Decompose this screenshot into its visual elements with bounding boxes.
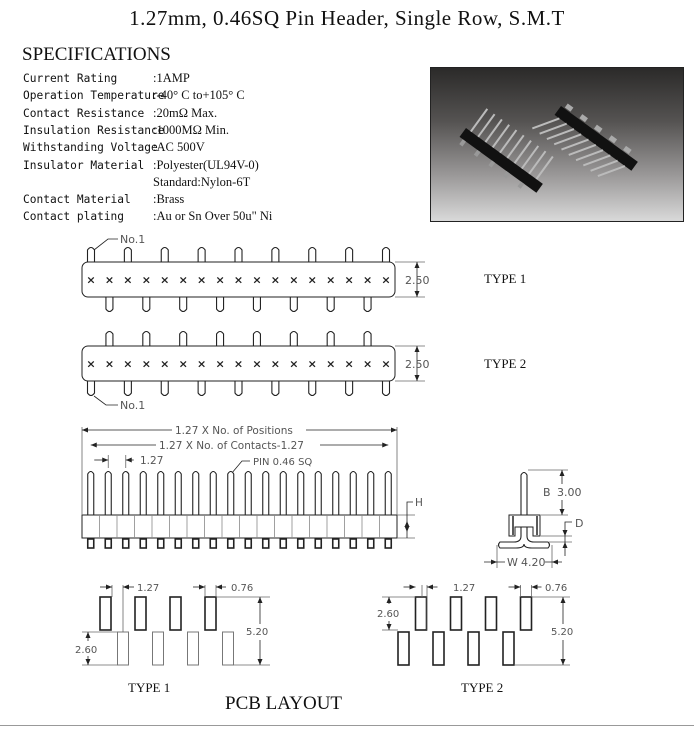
pcb2-pitch-dim: 1.27 xyxy=(453,583,476,594)
spec-label: Current Rating xyxy=(23,72,118,85)
pin-tail-top xyxy=(346,248,353,263)
contact-mark: × xyxy=(178,357,188,371)
dimension-arrow xyxy=(560,509,565,515)
pcb-pad xyxy=(416,597,427,630)
dimension-arrow xyxy=(382,443,388,448)
smt-foot xyxy=(280,539,286,548)
pin-tail-bottom xyxy=(180,297,187,312)
contact-mark: × xyxy=(141,273,151,287)
smt-foot xyxy=(175,539,181,548)
pin xyxy=(158,472,164,516)
contact-mark: × xyxy=(362,273,373,287)
pin-tail-top xyxy=(235,248,242,263)
dimension-arrow xyxy=(216,585,222,590)
spec-label: Contact Resistance xyxy=(23,106,145,120)
pcb-pad xyxy=(521,597,532,630)
dimension-arrow xyxy=(563,542,568,548)
pin-tail-bottom xyxy=(143,297,150,312)
pcb-pad xyxy=(223,632,234,665)
contact-mark: × xyxy=(178,273,188,287)
dimension-arrow xyxy=(415,291,420,297)
pin xyxy=(280,472,286,516)
contact-mark: × xyxy=(270,357,280,371)
pin-leader xyxy=(233,461,250,472)
b-label: B xyxy=(543,486,551,499)
pcb-pad xyxy=(188,632,199,665)
pin-tail-top xyxy=(198,248,205,263)
d-leader xyxy=(565,522,572,526)
contact-mark: × xyxy=(270,273,280,287)
contacts-length-dim: 1.27 X No. of Contacts-1.27 xyxy=(159,440,304,452)
pcb-pad xyxy=(486,597,497,630)
spec-value: :1AMP xyxy=(153,71,190,85)
pin-tail-top xyxy=(290,332,297,347)
contact-mark: × xyxy=(104,273,115,287)
pcb1-offset-dim: 2.60 xyxy=(75,645,98,656)
contact-mark: × xyxy=(197,357,207,371)
pin-tail-bottom xyxy=(346,381,353,396)
w-dim: 4.20 xyxy=(521,556,546,569)
smt-foot xyxy=(385,539,391,548)
dimension-arrow xyxy=(560,470,565,476)
pin-tail-bottom xyxy=(364,297,371,312)
contact-mark: × xyxy=(381,273,391,287)
pin-tail-top xyxy=(272,248,279,263)
pin-size-label: PIN 0.46 SQ xyxy=(253,457,313,468)
type1-pin1-label: No.1 xyxy=(120,233,146,246)
dimension-arrow xyxy=(91,443,97,448)
spec-value: Standard:Nylon-6T xyxy=(153,174,251,189)
pin xyxy=(175,472,181,516)
w-label: W xyxy=(507,556,518,569)
dimension-arrow xyxy=(123,585,129,590)
page-title: 1.27mm, 0.46SQ Pin Header, Single Row, S.M.T xyxy=(129,6,565,30)
contact-mark: × xyxy=(289,273,299,287)
pcb1-pitch-dim: 1.27 xyxy=(137,583,160,594)
type1-label: TYPE 1 xyxy=(484,271,527,286)
type1-height-dim: 2.50 xyxy=(405,274,430,287)
contact-mark: × xyxy=(233,273,244,287)
dimension-arrow xyxy=(427,585,433,590)
pcb-pad xyxy=(433,632,444,665)
pin-tail-top xyxy=(364,332,371,347)
contact-mark: × xyxy=(344,273,354,287)
spec-label: Contact plating xyxy=(23,210,125,224)
dimension-arrow xyxy=(405,526,410,532)
contact-mark: × xyxy=(233,357,244,371)
contact-mark: × xyxy=(289,357,299,371)
spec-value: :Brass xyxy=(153,192,185,207)
pcb-pad xyxy=(451,597,462,630)
contact-mark: × xyxy=(141,357,151,371)
pcb1-pad-width-dim: 0.76 xyxy=(231,583,254,594)
contact-mark: × xyxy=(86,273,96,287)
pin-tail-bottom xyxy=(198,381,205,396)
smt-foot xyxy=(228,539,234,548)
pin-tail-top xyxy=(327,332,334,347)
pin-tail-bottom xyxy=(309,381,316,396)
contact-mark: × xyxy=(123,357,133,371)
pin xyxy=(315,472,321,516)
contact-mark: × xyxy=(307,357,317,371)
pcb1-total-dim: 5.20 xyxy=(246,627,269,638)
pin xyxy=(298,472,304,516)
dimension-arrow xyxy=(82,428,88,433)
pcb-pad xyxy=(153,632,164,665)
pcb-pad xyxy=(118,632,129,665)
contact-mark: × xyxy=(215,273,225,287)
dimension-arrow xyxy=(532,585,538,590)
pin xyxy=(123,472,129,516)
contact-mark: × xyxy=(326,273,336,287)
pin xyxy=(245,472,251,516)
pin xyxy=(368,472,374,516)
contact-mark: × xyxy=(160,273,170,287)
pcb2-pad-width-dim: 0.76 xyxy=(545,583,568,594)
dimension-arrow xyxy=(415,375,420,381)
contact-mark: × xyxy=(252,273,262,287)
contact-mark: × xyxy=(326,357,336,371)
pcb2-total-dim: 5.20 xyxy=(551,627,574,638)
smt-foot xyxy=(333,539,339,548)
dimension-arrow xyxy=(106,585,112,590)
dimension-arrow xyxy=(415,262,420,268)
bottom-divider xyxy=(0,725,694,726)
pin xyxy=(263,472,269,516)
pin-tail-bottom xyxy=(217,297,224,312)
dimension-arrow xyxy=(258,659,263,665)
contact-mark: × xyxy=(362,357,373,371)
spec-value: :1000MΩ Min. xyxy=(153,122,229,137)
spec-label: Insulator Material xyxy=(23,158,145,172)
contact-mark: × xyxy=(252,357,262,371)
pin-tail-bottom xyxy=(161,381,168,396)
spec-value: :-40° C to+105° C xyxy=(153,88,245,103)
b-dim: 3.00 xyxy=(557,486,582,499)
pin xyxy=(228,472,234,516)
dimension-arrow xyxy=(410,585,416,590)
smt-foot xyxy=(315,539,321,548)
contact-mark: × xyxy=(197,273,207,287)
spec-value: :20mΩ Max. xyxy=(153,105,218,120)
pin-tail-top xyxy=(88,248,95,263)
smt-foot xyxy=(140,539,146,548)
spec-label: Contact Material xyxy=(23,193,131,207)
pcb-type2-label: TYPE 2 xyxy=(461,680,504,695)
pin xyxy=(105,472,111,516)
pcb2-offset-dim: 2.60 xyxy=(377,609,400,620)
contact-mark: × xyxy=(307,273,317,287)
pcb-pad xyxy=(170,597,181,630)
end-view xyxy=(484,470,572,568)
smt-foot xyxy=(298,539,304,548)
end-pin xyxy=(521,473,527,516)
pcb-pad xyxy=(100,597,111,630)
pin-tail-bottom xyxy=(88,381,95,396)
pin-tail-bottom xyxy=(383,381,390,396)
dimension-arrow xyxy=(552,560,558,565)
spec-label: Withstanding Voltage xyxy=(23,141,158,155)
end-foot-left xyxy=(499,527,525,548)
smt-foot xyxy=(350,539,356,548)
top-view-type2 xyxy=(82,332,425,406)
pcb-layout-title: PCB LAYOUT xyxy=(225,693,343,714)
contact-mark: × xyxy=(344,357,354,371)
pin xyxy=(350,472,356,516)
pin xyxy=(140,472,146,516)
contact-mark: × xyxy=(104,357,115,371)
dimension-arrow xyxy=(515,585,521,590)
smt-foot xyxy=(263,539,269,548)
specifications-heading: SPECIFICATIONS xyxy=(22,44,171,65)
spec-value: :AC 500V xyxy=(153,140,205,155)
smt-foot xyxy=(193,539,199,548)
pin-tail-bottom xyxy=(253,297,260,312)
dimension-arrow xyxy=(102,458,108,463)
contact-mark: × xyxy=(160,357,170,371)
pin xyxy=(385,472,391,516)
pin-tail-top xyxy=(106,332,113,347)
spec-value: :Polyester(UL94V-0) xyxy=(153,157,259,172)
smt-foot xyxy=(245,539,251,548)
overall-length-dim: 1.27 X No. of Positions xyxy=(175,425,293,437)
type2-label: TYPE 2 xyxy=(484,356,527,371)
pcb-pad xyxy=(205,597,216,630)
pin-tail-bottom xyxy=(290,297,297,312)
pcb-pad xyxy=(503,632,514,665)
smt-foot xyxy=(158,539,164,548)
dimension-arrow xyxy=(387,624,392,630)
pin-tail-bottom xyxy=(235,381,242,396)
pin-tail-top xyxy=(180,332,187,347)
dimension-arrow xyxy=(563,530,568,536)
spec-label: Operation Temperature xyxy=(23,89,165,103)
contact-mark: × xyxy=(215,357,225,371)
pin-tail-bottom xyxy=(106,297,113,312)
type2-height-dim: 2.50 xyxy=(405,358,430,371)
pin xyxy=(210,472,216,516)
pin-tail-top xyxy=(124,248,131,263)
pin-tail-top xyxy=(253,332,260,347)
h-label: H xyxy=(415,497,423,509)
pcb-layout-type1 xyxy=(82,585,270,666)
pin-tail-bottom xyxy=(124,381,131,396)
smt-foot xyxy=(105,539,111,548)
pin-tail-bottom xyxy=(327,297,334,312)
pin-tail-top xyxy=(309,248,316,263)
spec-label: Insulation Resistance xyxy=(23,123,165,137)
type2-pin1-label: No.1 xyxy=(120,399,146,412)
contact-mark: × xyxy=(123,273,133,287)
pin-tail-top xyxy=(217,332,224,347)
pin-tail-top xyxy=(383,248,390,263)
d-label: D xyxy=(575,517,584,530)
pitch-dim: 1.27 xyxy=(140,455,164,467)
pin-tail-top xyxy=(161,248,168,263)
dimension-arrow xyxy=(86,659,91,665)
dimension-arrow xyxy=(199,585,205,590)
dimension-arrow xyxy=(126,458,132,463)
pcb-pad xyxy=(468,632,479,665)
smt-foot xyxy=(88,539,94,548)
dimension-arrow xyxy=(86,632,91,638)
pin xyxy=(193,472,199,516)
pcb-pad xyxy=(135,597,146,630)
pin xyxy=(333,472,339,516)
pin-tail-bottom xyxy=(272,381,279,396)
spec-value: :Au or Sn Over 50u" Ni xyxy=(153,209,273,224)
pcb-type1-label: TYPE 1 xyxy=(128,680,171,695)
pin-tail-top xyxy=(143,332,150,347)
contact-mark: × xyxy=(381,357,391,371)
dimension-arrow xyxy=(491,560,497,565)
smt-foot xyxy=(210,539,216,548)
dimension-arrow xyxy=(387,597,392,603)
pin1-leader xyxy=(94,239,118,250)
pin1-leader xyxy=(94,396,118,405)
pcb-layout-type2 xyxy=(382,585,570,666)
h-leader xyxy=(407,502,413,515)
dimension-arrow xyxy=(561,659,566,665)
dimension-arrow xyxy=(258,597,263,603)
dimension-arrow xyxy=(415,346,420,352)
pcb-pad xyxy=(398,632,409,665)
smt-foot xyxy=(123,539,129,548)
top-view-type1 xyxy=(82,239,425,312)
dimension-arrow xyxy=(561,597,566,603)
contact-mark: × xyxy=(86,357,96,371)
dimension-arrow xyxy=(391,428,397,433)
smt-foot xyxy=(368,539,374,548)
pin xyxy=(88,472,94,516)
